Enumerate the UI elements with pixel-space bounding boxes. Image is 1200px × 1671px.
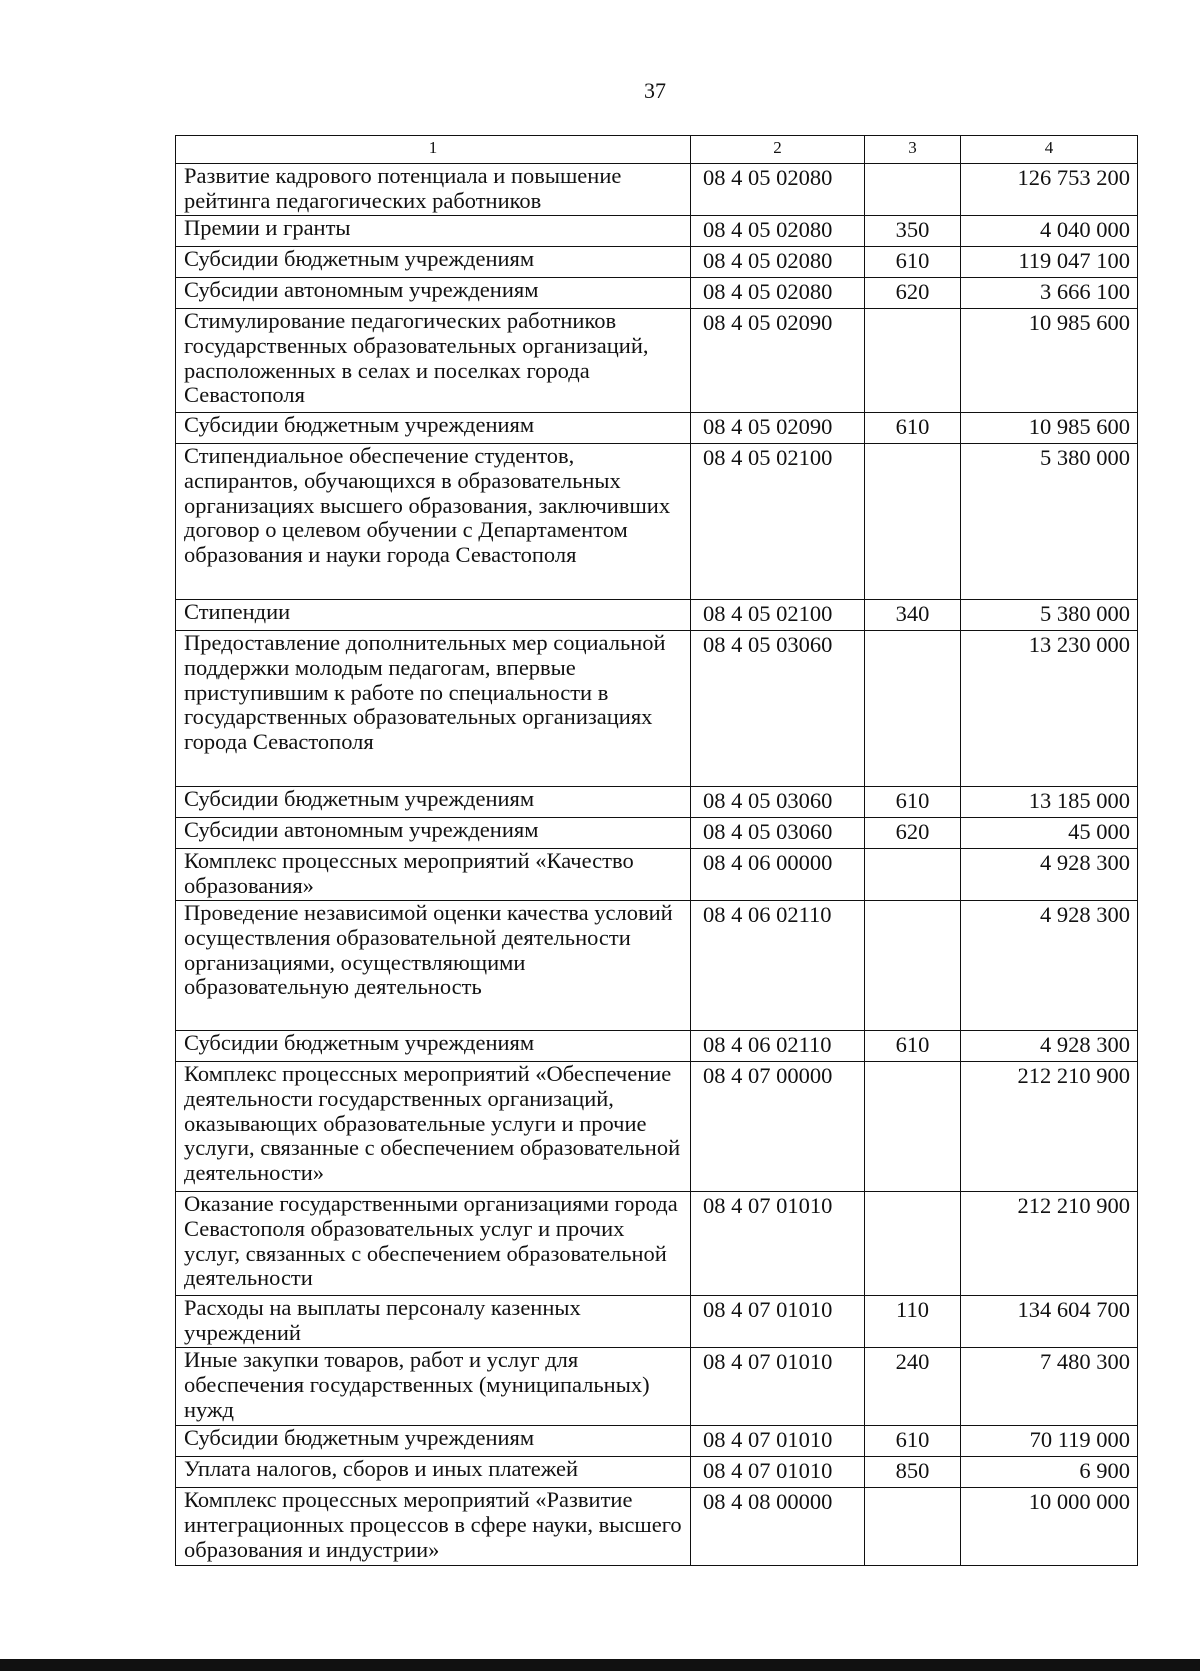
row-sum: 5 380 000	[961, 600, 1138, 631]
row-code: 08 4 05 02080	[691, 216, 865, 247]
row-name: Уплата налогов, сборов и иных платежей	[176, 1457, 691, 1488]
table-row	[176, 1062, 1138, 1192]
row-code: 08 4 07 01010	[691, 1296, 865, 1348]
header-col-1: 1	[176, 136, 691, 164]
row-name: Субсидии бюджетным учреждениям	[176, 1031, 691, 1062]
row-sum: 4 928 300	[961, 849, 1138, 901]
row-name: Субсидии бюджетным учреждениям	[176, 1426, 691, 1457]
row-sum: 6 900	[961, 1457, 1138, 1488]
row-code: 08 4 06 02110	[691, 901, 865, 1031]
row-name: Развитие кадрового потенциала и повышение рейтинга педагогических работников	[176, 164, 691, 216]
row-sum: 119 047 100	[961, 247, 1138, 278]
row-sum: 13 185 000	[961, 787, 1138, 818]
row-sum: 126 753 200	[961, 164, 1138, 216]
row-sum: 7 480 300	[961, 1348, 1138, 1426]
row-type: 620	[865, 278, 961, 309]
table-row	[176, 849, 1138, 901]
row-name: Субсидии автономным учреждениям	[176, 818, 691, 849]
row-type: 350	[865, 216, 961, 247]
row-code: 08 4 07 01010	[691, 1192, 865, 1296]
row-name: Оказание государственными организациями города Севастополя образовательных услуг и прочих услуг, связанных с обеспечением образовательной деятельности	[176, 1192, 691, 1296]
row-code: 08 4 05 02080	[691, 247, 865, 278]
row-name: Комплекс процессных мероприятий «Качество образования»	[176, 849, 691, 901]
table-row	[176, 309, 1138, 413]
row-sum: 45 000	[961, 818, 1138, 849]
table-row	[176, 1426, 1138, 1457]
row-sum: 212 210 900	[961, 1192, 1138, 1296]
table-row	[176, 818, 1138, 849]
header-col-4: 4	[961, 136, 1138, 164]
row-name: Субсидии бюджетным учреждениям	[176, 787, 691, 818]
row-sum: 70 119 000	[961, 1426, 1138, 1457]
row-sum: 10 000 000	[961, 1488, 1138, 1566]
row-sum: 10 985 600	[961, 309, 1138, 413]
row-type	[865, 901, 961, 1031]
row-sum: 13 230 000	[961, 631, 1138, 787]
row-type	[865, 631, 961, 787]
row-name: Стимулирование педагогических работников государственных образовательных организаций, расположенных в селах и поселках города Севастополя	[176, 309, 691, 413]
row-sum: 10 985 600	[961, 413, 1138, 444]
row-code: 08 4 07 01010	[691, 1426, 865, 1457]
row-code: 08 4 06 00000	[691, 849, 865, 901]
header-col-3: 3	[865, 136, 961, 164]
row-name: Стипендии	[176, 600, 691, 631]
row-type: 610	[865, 247, 961, 278]
row-type	[865, 1488, 961, 1566]
table-row	[176, 413, 1138, 444]
row-name: Премии и гранты	[176, 216, 691, 247]
row-code: 08 4 05 02080	[691, 164, 865, 216]
row-sum: 4 928 300	[961, 1031, 1138, 1062]
table-row	[176, 164, 1138, 216]
row-code: 08 4 05 03060	[691, 631, 865, 787]
table-header-row	[176, 136, 1138, 164]
table-row	[176, 1296, 1138, 1348]
row-type: 610	[865, 1426, 961, 1457]
row-type: 620	[865, 818, 961, 849]
row-name: Расходы на выплаты персоналу казенных учреждений	[176, 1296, 691, 1348]
budget-table	[175, 135, 1138, 1566]
table-row	[176, 787, 1138, 818]
row-name: Стипендиальное обеспечение студентов, аспирантов, обучающихся в образовательных организациях высшего образования, заключивших договор о целевом обучении с Департаментом образования и науки города Севастополя	[176, 444, 691, 600]
row-code: 08 4 05 02090	[691, 309, 865, 413]
row-code: 08 4 07 01010	[691, 1348, 865, 1426]
table-row	[176, 1488, 1138, 1566]
row-code: 08 4 05 02090	[691, 413, 865, 444]
row-type	[865, 309, 961, 413]
row-type: 110	[865, 1296, 961, 1348]
row-type: 850	[865, 1457, 961, 1488]
scan-border	[0, 1659, 1200, 1671]
row-type	[865, 1062, 961, 1192]
row-code: 08 4 06 02110	[691, 1031, 865, 1062]
table-row	[176, 1457, 1138, 1488]
table-row	[176, 1192, 1138, 1296]
row-name: Субсидии автономным учреждениям	[176, 278, 691, 309]
row-sum: 134 604 700	[961, 1296, 1138, 1348]
row-type	[865, 444, 961, 600]
row-name: Иные закупки товаров, работ и услуг для обеспечения государственных (муниципальных) нужд	[176, 1348, 691, 1426]
header-col-2: 2	[691, 136, 865, 164]
row-type: 610	[865, 1031, 961, 1062]
table-row	[176, 631, 1138, 787]
table-row	[176, 444, 1138, 600]
row-name: Предоставление дополнительных мер социальной поддержки молодым педагогам, впервые приступившим к работе по специальности в государственных образовательных организациях города Севастополя	[176, 631, 691, 787]
row-name: Субсидии бюджетным учреждениям	[176, 413, 691, 444]
table-row	[176, 1348, 1138, 1426]
row-sum: 4 040 000	[961, 216, 1138, 247]
row-code: 08 4 07 00000	[691, 1062, 865, 1192]
row-code: 08 4 05 03060	[691, 787, 865, 818]
row-code: 08 4 05 02100	[691, 444, 865, 600]
table-row	[176, 1031, 1138, 1062]
row-type: 610	[865, 787, 961, 818]
page-number: 37	[644, 78, 666, 103]
row-name: Комплекс процессных мероприятий «Развитие интеграционных процессов в сфере науки, высшего образования и индустрии»	[176, 1488, 691, 1566]
row-code: 08 4 05 03060	[691, 818, 865, 849]
table-row	[176, 278, 1138, 309]
table-row	[176, 901, 1138, 1031]
row-code: 08 4 05 02080	[691, 278, 865, 309]
row-type	[865, 1192, 961, 1296]
row-name: Проведение независимой оценки качества условий осуществления образовательной деятельности организациями, осуществляющими образовательную деятельность	[176, 901, 691, 1031]
row-sum: 4 928 300	[961, 901, 1138, 1031]
row-type	[865, 164, 961, 216]
row-code: 08 4 07 01010	[691, 1457, 865, 1488]
table-row	[176, 247, 1138, 278]
row-type	[865, 849, 961, 901]
row-type: 240	[865, 1348, 961, 1426]
row-sum: 212 210 900	[961, 1062, 1138, 1192]
row-sum: 5 380 000	[961, 444, 1138, 600]
row-sum: 3 666 100	[961, 278, 1138, 309]
row-name: Субсидии бюджетным учреждениям	[176, 247, 691, 278]
row-name: Комплекс процессных мероприятий «Обеспечение деятельности государственных организаций, оказывающих образовательные услуги и прочие услуги, связанные с обеспечением образовательной деятельности»	[176, 1062, 691, 1192]
row-code: 08 4 05 02100	[691, 600, 865, 631]
row-code: 08 4 08 00000	[691, 1488, 865, 1566]
row-type: 340	[865, 600, 961, 631]
row-type: 610	[865, 413, 961, 444]
table-row	[176, 216, 1138, 247]
table-row	[176, 600, 1138, 631]
